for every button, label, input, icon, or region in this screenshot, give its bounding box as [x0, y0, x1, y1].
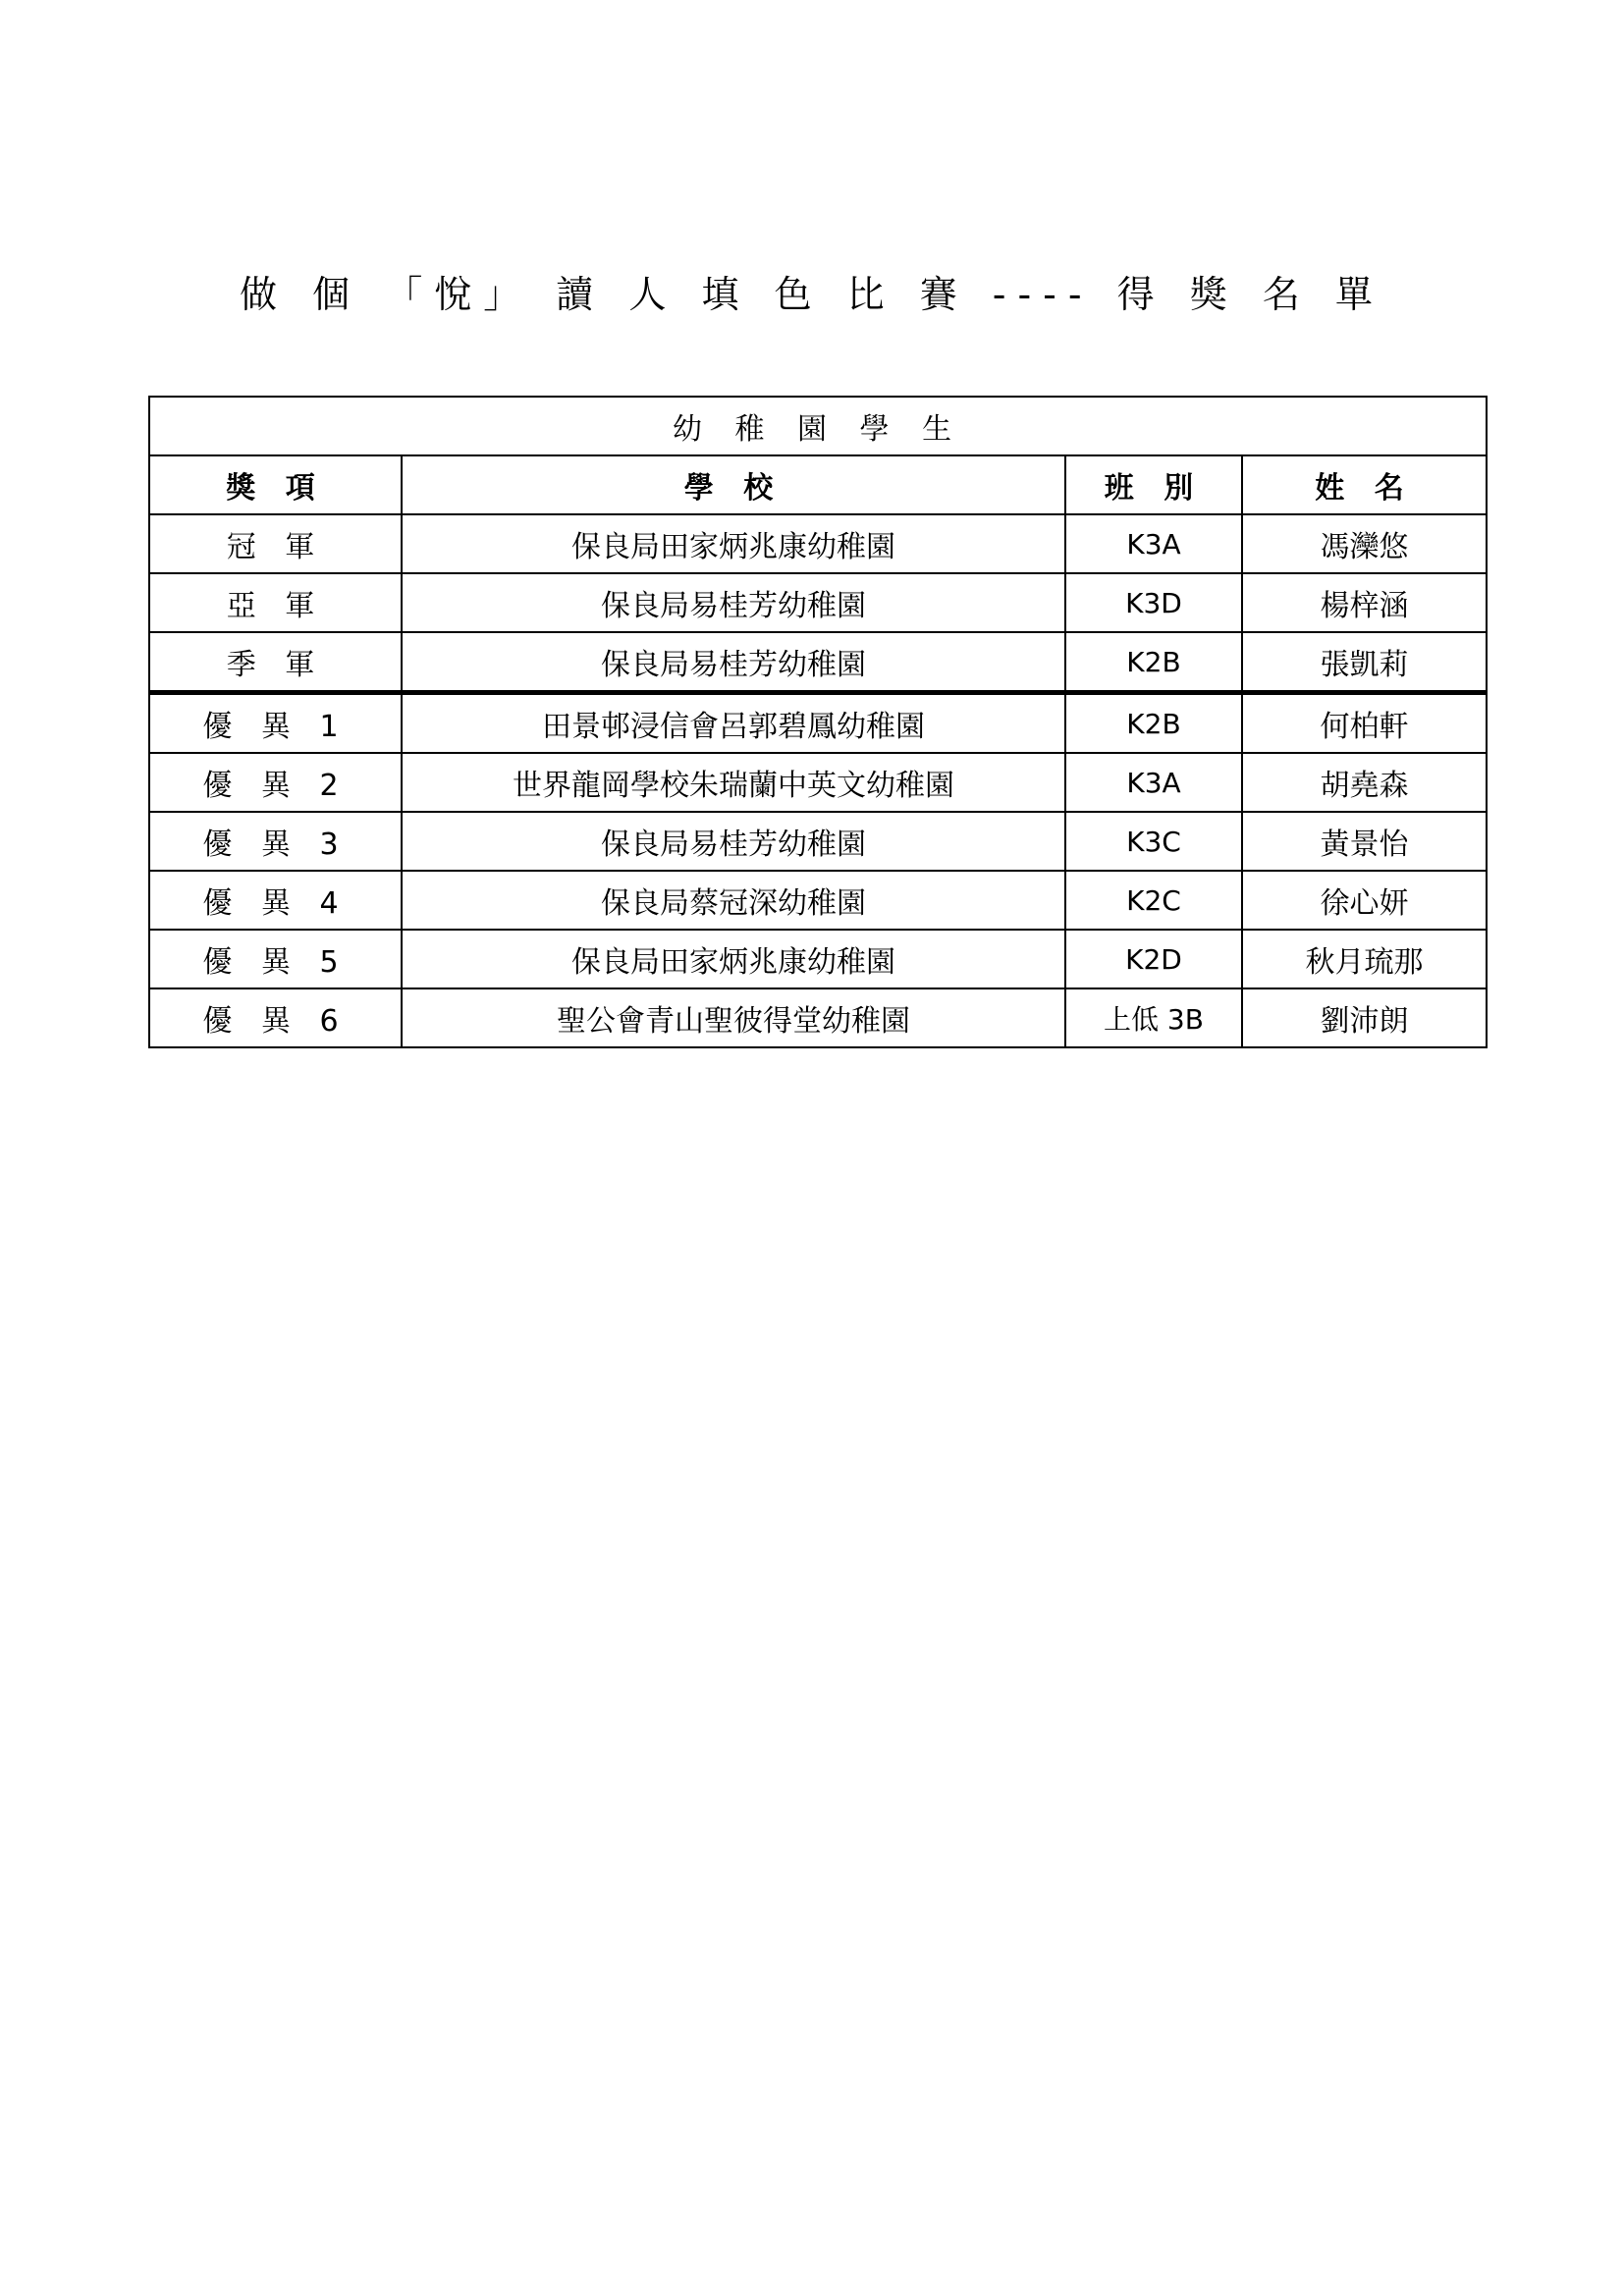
award-cell: 亞 軍: [149, 573, 402, 632]
table-row: [149, 693, 1487, 754]
name-cell: 馮灤悠: [1242, 514, 1487, 573]
school-cell: 保良局田家炳兆康幼稚園: [402, 514, 1065, 573]
award-cell: 優 異 3: [149, 812, 402, 871]
class-cell: K3D: [1065, 573, 1242, 632]
award-cell: 季 軍: [149, 632, 402, 693]
page-title: 做 個 「悅」 讀 人 填 色 比 賽 ---- 得 獎 名 單: [240, 273, 1384, 316]
name-cell: 黃景怡: [1242, 812, 1487, 871]
name-cell: 徐心妍: [1242, 871, 1487, 930]
name-cell: 劉沛朗: [1242, 988, 1487, 1047]
award-cell: 優 異 5: [149, 930, 402, 988]
award-cell: 冠 軍: [149, 514, 402, 573]
header-row: [149, 455, 1487, 514]
class-cell: 上低 3B: [1065, 988, 1242, 1047]
header-name: 姓 名: [1242, 455, 1487, 514]
name-cell: 楊梓涵: [1242, 573, 1487, 632]
school-cell: 保良局田家炳兆康幼稚園: [402, 930, 1065, 988]
award-cell: 優 異 1: [149, 693, 402, 754]
class-cell: K3A: [1065, 514, 1242, 573]
class-cell: K2B: [1065, 632, 1242, 693]
section-row: [149, 397, 1487, 455]
table-row: [149, 753, 1487, 812]
award-cell: 優 異 4: [149, 871, 402, 930]
table-row: [149, 632, 1487, 693]
school-cell: 保良局蔡冠深幼稚園: [402, 871, 1065, 930]
award-cell: 優 異 6: [149, 988, 402, 1047]
header-class: 班 別: [1065, 455, 1242, 514]
school-cell: 保良局易桂芳幼稚園: [402, 573, 1065, 632]
name-cell: 胡堯森: [1242, 753, 1487, 812]
school-cell: 保良局易桂芳幼稚園: [402, 632, 1065, 693]
table-row: [149, 871, 1487, 930]
header-award: 獎 項: [149, 455, 402, 514]
name-cell: 秋月琉那: [1242, 930, 1487, 988]
header-school: 學 校: [402, 455, 1065, 514]
school-cell: 保良局易桂芳幼稚園: [402, 812, 1065, 871]
award-cell: 優 異 2: [149, 753, 402, 812]
school-cell: 聖公會青山聖彼得堂幼稚園: [402, 988, 1065, 1047]
class-cell: K2D: [1065, 930, 1242, 988]
table-row: [149, 514, 1487, 573]
table-row: [149, 573, 1487, 632]
section-title: 幼 稚 園 學 生: [149, 397, 1487, 455]
name-cell: 張凱莉: [1242, 632, 1487, 693]
table-row: [149, 930, 1487, 988]
table-row: [149, 988, 1487, 1047]
name-cell: 何柏軒: [1242, 693, 1487, 754]
awards-table: [148, 396, 1488, 1048]
class-cell: K2B: [1065, 693, 1242, 754]
table-row: [149, 812, 1487, 871]
class-cell: K2C: [1065, 871, 1242, 930]
class-cell: K3A: [1065, 753, 1242, 812]
school-cell: 世界龍岡學校朱瑞蘭中英文幼稚園: [402, 753, 1065, 812]
class-cell: K3C: [1065, 812, 1242, 871]
school-cell: 田景邨浸信會呂郭碧鳳幼稚園: [402, 693, 1065, 754]
